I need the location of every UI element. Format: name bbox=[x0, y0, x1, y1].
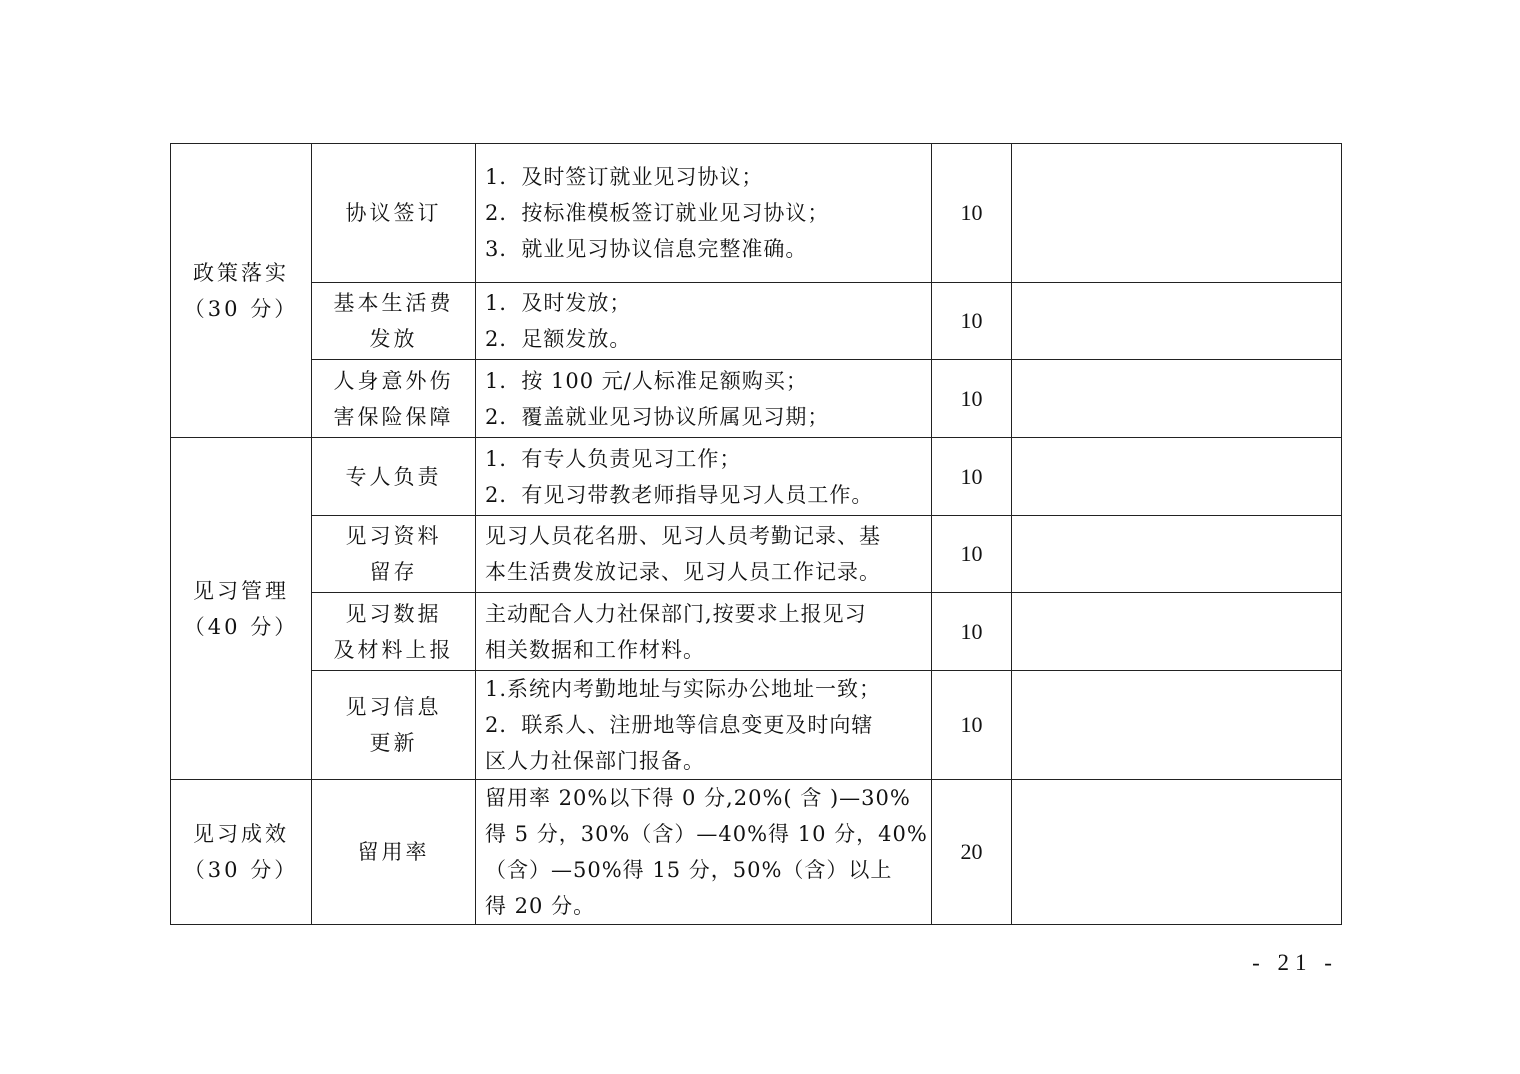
table-row bbox=[171, 283, 1342, 360]
score-cell: 10 bbox=[932, 144, 1012, 283]
remarks-cell bbox=[1012, 593, 1342, 671]
item-line: 发放 bbox=[369, 327, 418, 351]
criteria-cell bbox=[476, 144, 932, 283]
score-cell: 10 bbox=[932, 360, 1012, 438]
criteria-cell bbox=[476, 283, 932, 360]
crit-line: 2．联系人、注册地等信息变更及时向辖 bbox=[485, 713, 874, 737]
cat-line: （30 分） bbox=[183, 296, 299, 321]
crit-line: 1．及时发放； bbox=[485, 291, 632, 315]
table-row bbox=[171, 438, 1342, 516]
item-line: 协议签订 bbox=[345, 201, 442, 225]
cat-line: （30 分） bbox=[183, 858, 299, 882]
item-line: 见习信息 bbox=[345, 695, 442, 719]
crit-line: 相关数据和工作材料。 bbox=[485, 637, 705, 662]
remarks-cell bbox=[1012, 516, 1342, 593]
criteria-cell bbox=[476, 593, 932, 671]
remarks-cell bbox=[1012, 360, 1342, 438]
item-name-cell bbox=[312, 144, 476, 283]
criteria-cell bbox=[476, 360, 932, 438]
cat-line: 见习成效 bbox=[193, 822, 289, 846]
item-line: 及材料上报 bbox=[333, 637, 454, 662]
crit-line: 3．就业见习协议信息完整准确。 bbox=[485, 237, 808, 261]
criteria-cell bbox=[476, 671, 932, 780]
crit-line: （含）—50%得 15 分，50%（含）以上 bbox=[485, 858, 893, 882]
table-row bbox=[171, 516, 1342, 593]
crit-line: 2．按标准模板签订就业见习协议； bbox=[485, 201, 830, 225]
score-cell: 20 bbox=[932, 780, 1012, 925]
item-name-cell bbox=[312, 671, 476, 780]
crit-line: 2．足额发放。 bbox=[485, 327, 632, 351]
item-name-cell bbox=[312, 593, 476, 671]
cat-line: （40 分） bbox=[183, 614, 299, 639]
table-row bbox=[171, 671, 1342, 780]
crit-line: 1．按 100 元/人标准足额购买； bbox=[485, 368, 808, 393]
crit-line: 本生活费发放记录、见习人员工作记录。 bbox=[485, 560, 881, 584]
crit-line: 得 5 分，30%（含）—40%得 10 分，40% bbox=[485, 822, 928, 846]
crit-line: 1．及时签订就业见习协议； bbox=[485, 165, 764, 189]
item-name-cell bbox=[312, 516, 476, 593]
criteria-cell bbox=[476, 516, 932, 593]
crit-line: 1．有专人负责见习工作； bbox=[485, 446, 742, 471]
table-row bbox=[171, 780, 1342, 925]
score-cell: 10 bbox=[932, 671, 1012, 780]
remarks-cell bbox=[1012, 438, 1342, 516]
crit-line: 1.系统内考勤地址与实际办公地址一致； bbox=[485, 677, 882, 701]
item-name-cell bbox=[312, 283, 476, 360]
item-name-cell bbox=[312, 438, 476, 516]
criteria-cell bbox=[476, 438, 932, 516]
crit-line: 区人力社保部门报备。 bbox=[485, 749, 705, 773]
table-row bbox=[171, 360, 1342, 438]
crit-line: 主动配合人力社保部门,按要求上报见习 bbox=[485, 601, 867, 626]
crit-line: 2．有见习带教老师指导见习人员工作。 bbox=[485, 482, 874, 507]
item-name-cell bbox=[312, 360, 476, 438]
item-line: 人身意外伤 bbox=[333, 368, 454, 393]
item-line: 专人负责 bbox=[345, 464, 442, 489]
cat-line: 政策落实 bbox=[193, 260, 289, 285]
page-number: - 21 - bbox=[1252, 950, 1338, 975]
remarks-cell bbox=[1012, 144, 1342, 283]
remarks-cell bbox=[1012, 671, 1342, 780]
crit-line: 留用率 20%以下得 0 分,20%( 含 )—30% bbox=[485, 786, 911, 810]
category-cell bbox=[171, 144, 312, 438]
score-cell: 10 bbox=[932, 438, 1012, 516]
table-body bbox=[171, 144, 1342, 925]
crit-line: 见习人员花名册、见习人员考勤记录、基 bbox=[485, 524, 881, 548]
item-line: 见习数据 bbox=[345, 601, 442, 626]
crit-line: 2．覆盖就业见习协议所属见习期； bbox=[485, 404, 830, 429]
cat-line: 见习管理 bbox=[193, 578, 289, 603]
item-line: 基本生活费 bbox=[333, 291, 454, 315]
item-line: 留存 bbox=[369, 560, 418, 584]
score-cell: 10 bbox=[932, 283, 1012, 360]
item-line: 见习资料 bbox=[345, 524, 442, 548]
item-line: 更新 bbox=[369, 731, 418, 755]
item-line: 害保险保障 bbox=[333, 404, 454, 429]
table-row bbox=[171, 593, 1342, 671]
score-cell: 10 bbox=[932, 593, 1012, 671]
criteria-cell bbox=[476, 780, 932, 925]
item-line: 留用率 bbox=[357, 840, 430, 864]
remarks-cell bbox=[1012, 780, 1342, 925]
remarks-cell bbox=[1012, 283, 1342, 360]
category-cell bbox=[171, 438, 312, 780]
item-name-cell bbox=[312, 780, 476, 925]
crit-line: 得 20 分。 bbox=[485, 894, 596, 918]
score-cell: 10 bbox=[932, 516, 1012, 593]
category-cell bbox=[171, 780, 312, 925]
table-row bbox=[171, 144, 1342, 283]
evaluation-table bbox=[170, 143, 1342, 925]
